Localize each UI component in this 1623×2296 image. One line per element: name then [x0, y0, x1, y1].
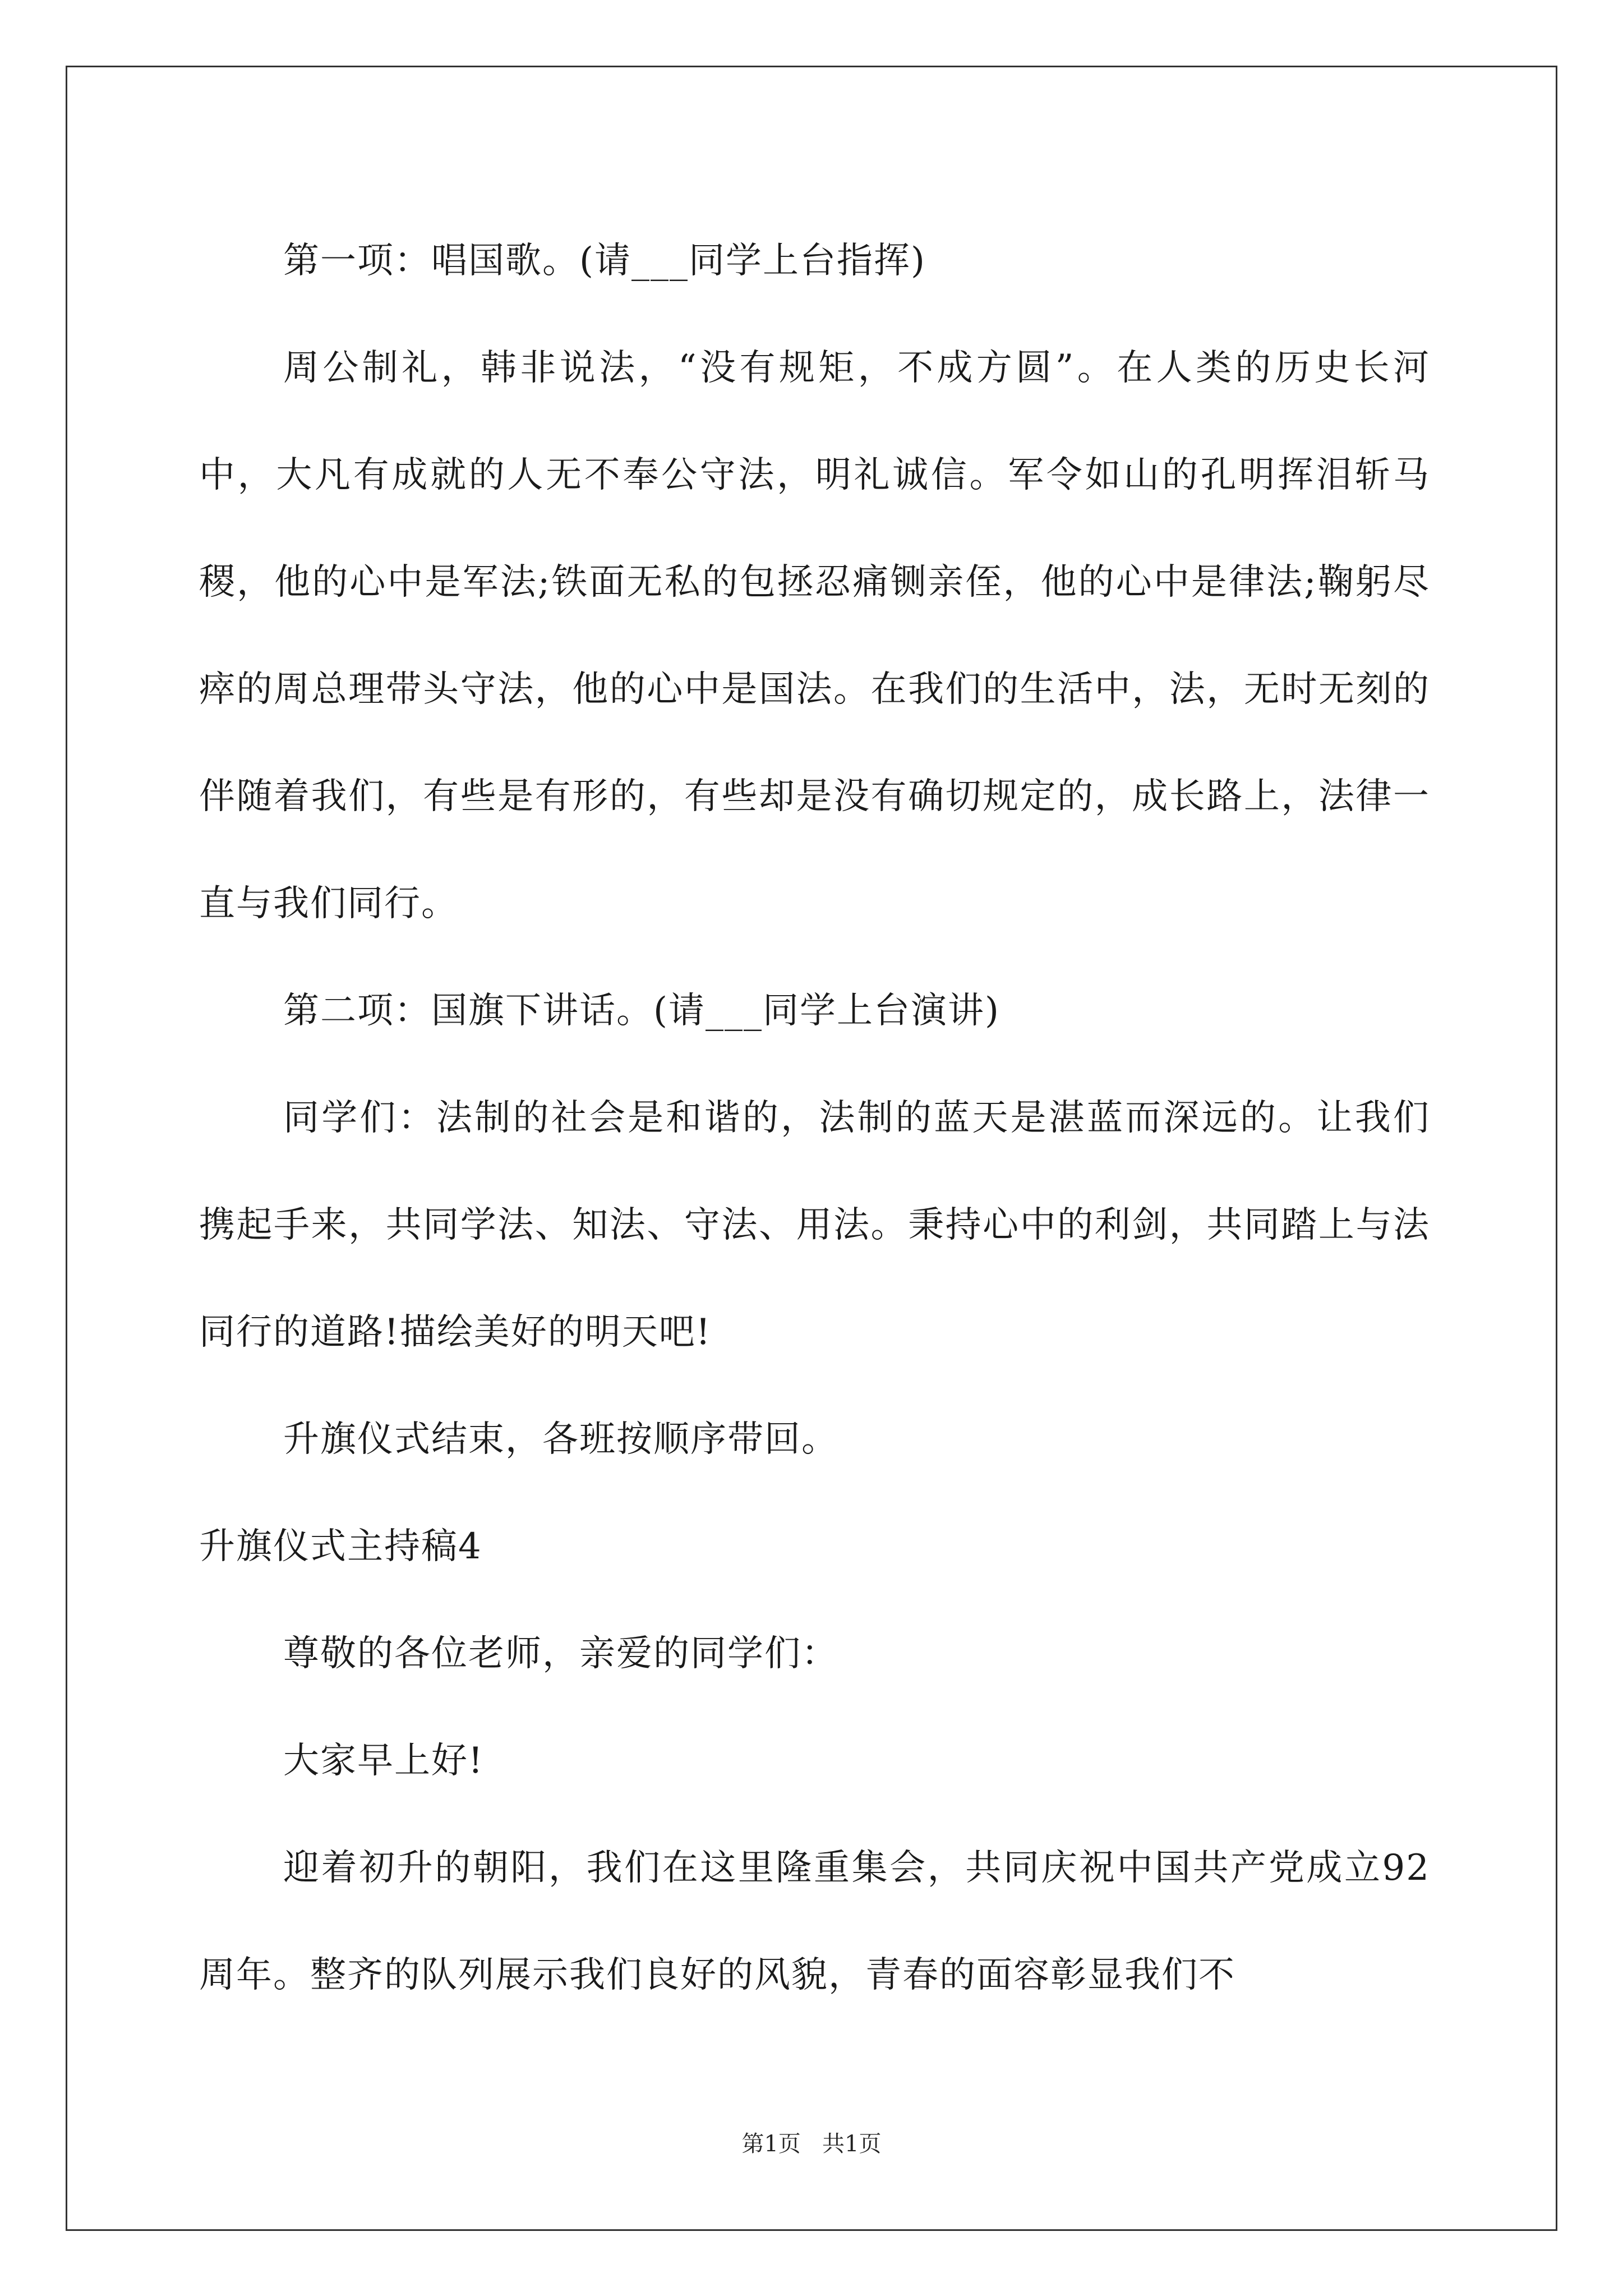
paragraph-law-history: 周公制礼，韩非说法，“没有规矩，不成方圆”。在人类的历史长河中，大凡有成就的人无不奉公守法，明礼诚信。军令如山的孔明挥泪斩马稷，他的心中是军法;铁面无私的包拯忍痛铡亲侄，他的心中是律法;鞠躬尽瘁的周总理带头守法，他的心中是国法。在我们的生活中，法，无时无刻的伴随着我们，有些是有形的，有些却是没有确切规定的，成长路上，法律一直与我们同行。: [199, 347, 1430, 924]
paragraph-item-2: 第二项：国旗下讲话。(请___同学上台演讲): [283, 990, 1000, 1032]
paragraph-celebration: 迎着初升的朝阳，我们在这里隆重集会，共同庆祝中国共产党成立92周年。整齐的队列展示我们良好的风貌，青春的面容彰显我们不: [199, 1847, 1430, 1996]
page-footer: 第1页 共1页: [741, 2131, 882, 2157]
paragraph-speech: 同学们：法制的社会是和谐的，法制的蓝天是湛蓝而深远的。让我们携起手来，共同学法、知法、守法、用法。秉持心中的利剑，共同踏上与法同行的道路!描绘美好的明天吧!: [199, 1097, 1430, 1353]
paragraph-greeting: 尊敬的各位老师，亲爱的同学们：: [283, 1633, 838, 1674]
paragraph-good-morning: 大家早上好!: [283, 1740, 484, 1782]
paragraph-item-1: 第一项：唱国歌。(请___同学上台指挥): [283, 240, 926, 282]
document-body: [199, 208, 1430, 2029]
paragraph-ending: 升旗仪式结束，各班按顺序带回。: [283, 1419, 838, 1460]
section-title: 升旗仪式主持稿4: [199, 1526, 482, 1567]
